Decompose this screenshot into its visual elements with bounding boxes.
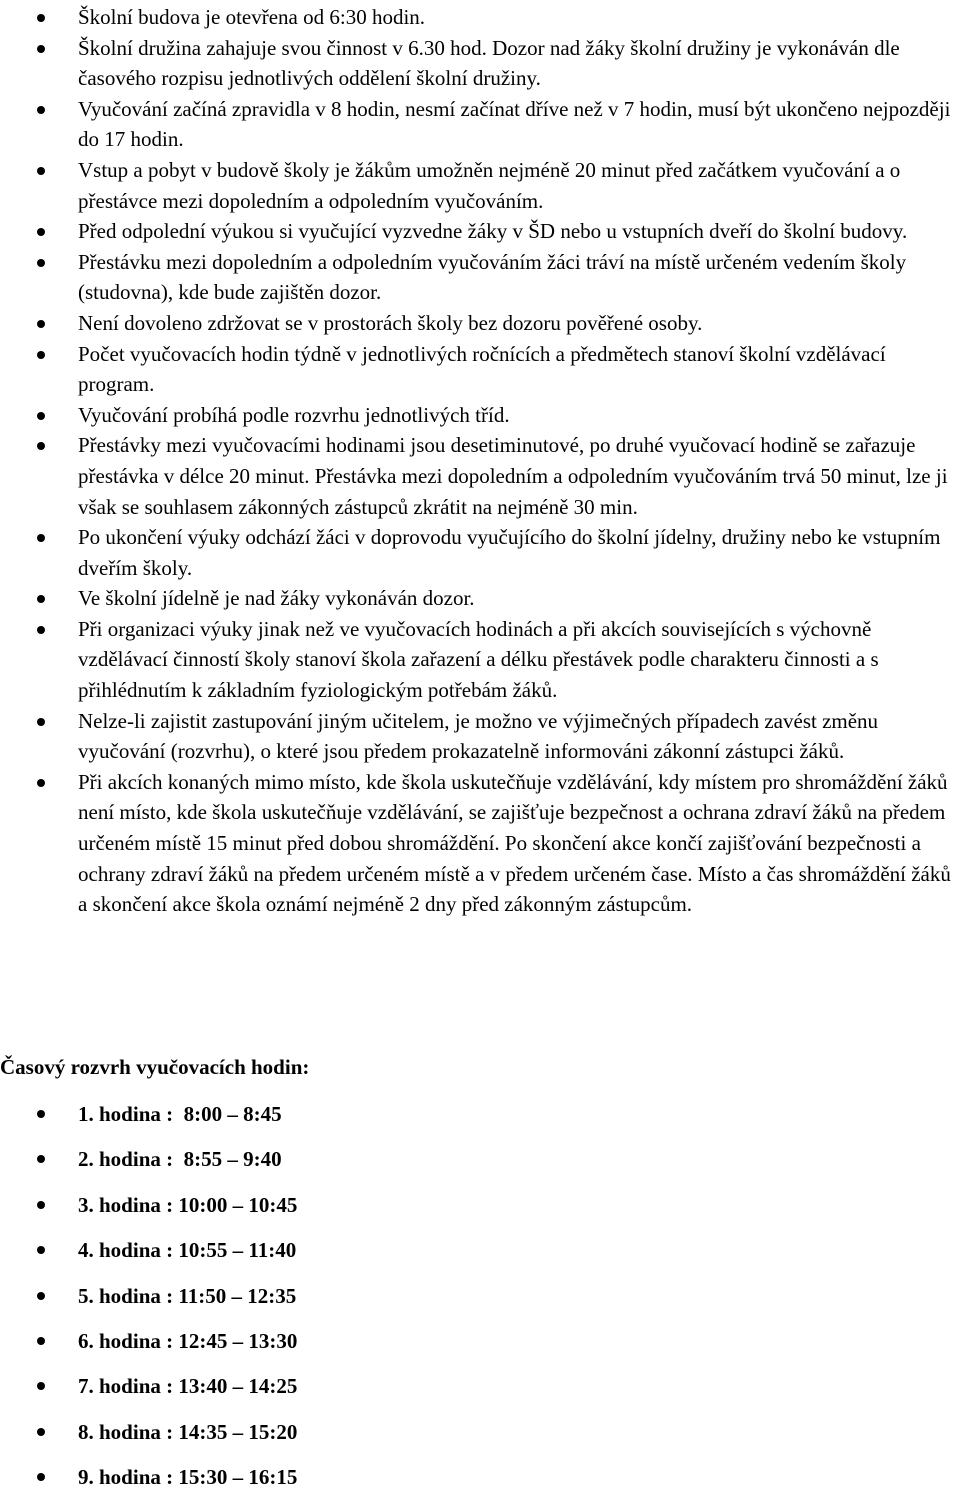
schedule-item: 2. hodina : 8:55 – 9:40 [0,1144,960,1189]
schedule-item: 4. hodina : 10:55 – 11:40 [0,1235,960,1280]
rule-item: Počet vyučovacích hodin týdně v jednotlivých ročnících a předmětech stanoví školní vzdělávací program. [0,339,960,400]
rule-item: Před odpolední výukou si vyučující vyzvedne žáky v ŠD nebo u vstupních dveří do školní budovy. [0,216,960,247]
rule-item: Školní budova je otevřena od 6:30 hodin. [0,2,960,33]
rule-item: Není dovoleno zdržovat se v prostorách školy bez dozoru pověřené osoby. [0,308,960,339]
rule-item: Vstup a pobyt v budově školy je žákům umožněn nejméně 20 minut před začátkem vyučování a o přestávce mezi dopoledním a odpoledním vyučováním. [0,155,960,216]
rule-item: Při akcích konaných mimo místo, kde škola uskutečňuje vzdělávání, kdy místem pro shromáždění žáků není místo, kde škola uskutečňuje vzdělávání, se zajišťuje bezpečnost a ochrana zdraví žáků na předem určeném místě 15 minut před dobou shromáždění. Po skončení akce končí zajišťování bezpečnosti a ochrany zdraví žáků na předem určeném místě a v předem určeném čase. Místo a čas shromáždění žáků a skončení akce škola oznámí nejméně 2 dny před zákonným zástupcům. [0,767,960,920]
rule-item: Vyučování začíná zpravidla v 8 hodin, nesmí začínat dříve než v 7 hodin, musí být ukončeno nejpozději do 17 hodin. [0,94,960,155]
rule-item: Vyučování probíhá podle rozvrhu jednotlivých tříd. [0,400,960,431]
rules-list [0,2,960,920]
schedule-list [0,1099,960,1508]
rule-item: Přestávky mezi vyučovacími hodinami jsou desetiminutové, po druhé vyučovací hodině se zařazuje přestávka v délce 20 minut. Přestávka mezi dopoledním a odpoledním vyučováním trvá 50 minut, lze ji však se souhlasem zákonných zástupců zkrátit na nejméně 30 min. [0,430,960,522]
rule-item: Školní družina zahajuje svou činnost v 6.30 hod. Dozor nad žáky školní družiny je vykonáván dle časového rozpisu jednotlivých oddělení školní družiny. [0,33,960,94]
rule-item: Ve školní jídelně je nad žáky vykonáván dozor. [0,583,960,614]
schedule-item: 6. hodina : 12:45 – 13:30 [0,1326,960,1371]
schedule-item: 7. hodina : 13:40 – 14:25 [0,1371,960,1416]
rule-item: Nelze-li zajistit zastupování jiným učitelem, je možno ve výjimečných případech zavést změnu vyučování (rozvrhu), o které jsou předem prokazatelně informováni zákonní zástupci žáků. [0,706,960,767]
schedule-item: 1. hodina : 8:00 – 8:45 [0,1099,960,1144]
schedule-item: 9. hodina : 15:30 – 16:15 [0,1462,960,1507]
rule-item: Přestávku mezi dopoledním a odpoledním vyučováním žáci tráví na místě určeném vedením školy (studovna), kde bude zajištěn dozor. [0,247,960,308]
schedule-item: 3. hodina : 10:00 – 10:45 [0,1190,960,1235]
schedule-item: 8. hodina : 14:35 – 15:20 [0,1417,960,1462]
schedule-item: 5. hodina : 11:50 – 12:35 [0,1281,960,1326]
schedule-heading: Časový rozvrh vyučovacích hodin: [0,1055,310,1079]
rule-item: Při organizaci výuky jinak než ve vyučovacích hodinách a při akcích souvisejících s výchovně vzdělávací činností školy stanoví škola zařazení a délku přestávek podle charakteru činnosti a s přihlédnutím k základním fyziologickým potřebám žáků. [0,614,960,706]
rule-item: Po ukončení výuky odchází žáci v doprovodu vyučujícího do školní jídelny, družiny nebo ke vstupním dveřím školy. [0,522,960,583]
